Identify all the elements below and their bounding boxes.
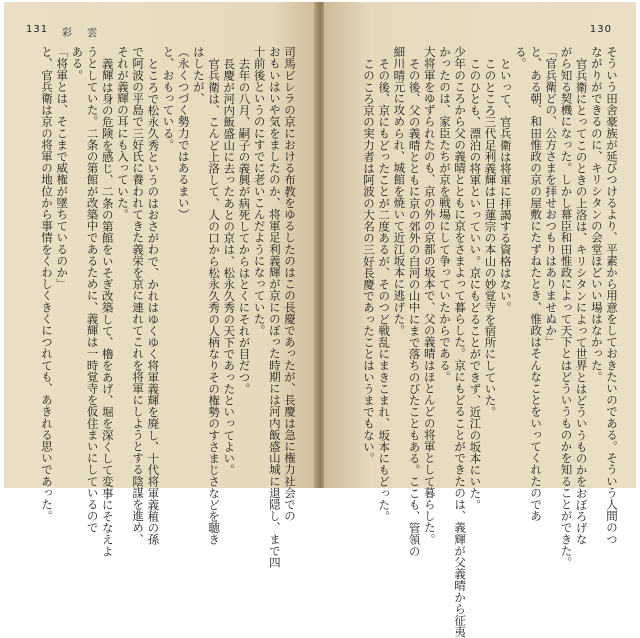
text-column: ながりができるのに、キリシタンの会堂ほどいい場はなかった。 (589, 46, 604, 383)
text-column: る。 (513, 46, 528, 70)
text-column: 細川晴元に攻められ、城館を焼いて近江坂本に逃げた。 (392, 46, 407, 336)
text-column: （永くつづく勢力ではあるまい） (176, 46, 191, 220)
text-column: 「官兵衛どの、公方さまを拝せおつもりはありませぬか」 (544, 46, 559, 348)
text-column: うとしていた。二条の第館が改築中であるために、義輝は一時覚寺を仮住まいにしているので (85, 46, 100, 534)
text-column: 大将軍をゆずられたのも、京の外の京都の坂本で、父の義晴はほとんどの将軍として暮らした。 (422, 46, 437, 545)
text-column: このところ三代足利義輝は日蓮宗の本山の妙覚寺を宿所にしていた。 (483, 58, 498, 418)
text-column: 去年の八月、嗣子の義興が病死してからはとくにそれが目だつ。 (237, 58, 252, 395)
text-column: ところで松永久秀というのはおさがわで、かれはゆくゆく将軍義輝を廃し、十代将軍義稙の孫 (146, 58, 161, 546)
running-title: 彩 雲 (62, 28, 104, 39)
text-column: と、官兵衛は京の将軍の地位から事情をくわしくきくにつれても、あきれる思いであった。 (40, 46, 54, 522)
text-column: と、おもっている。 (161, 46, 176, 151)
text-column: おもいはいや気をましたのか、将軍足利義輝が京にのぼった時期には河内飯盛山城に退隠し、まで四 (267, 46, 282, 568)
text-column: ある。 (70, 46, 85, 81)
text-column: で阿波の平島で三好氏に養われてきた義栄を京に連れてこれを将軍にしようとする陰謀を進め、 (131, 46, 146, 545)
text-body (34, 46, 297, 568)
right-page (324, 2, 636, 638)
text-column: がら知る契機になった。しかし幕臣和田惟政によって天下とはどういうものかを知ることができた。 (559, 46, 574, 568)
text-column: はしたが、 (191, 46, 206, 104)
text-column: 十前後というのにすでに老いこんだようになっていた。 (252, 46, 267, 336)
text-column: 少年のころから父の義晴とともに京をさまよって暮らした。京にもどることができたのは、義輝が父義晴から征夷 (453, 46, 468, 638)
text-column: 官兵衛は、こんど上洛して、人の口から松永久秀の人柄なりその権勢のすさまじさなどを聴き (207, 58, 222, 546)
text-body (342, 46, 619, 638)
text-column: このひとも、漂泊の将軍といっていい。京にもどることができず、近江の坂本にいた。 (468, 58, 483, 511)
text-column: そういう田舎豪族が延びつけるより、平素から用意をしておきたいのである。そういう人間のつ (605, 46, 619, 545)
text-column: といって、官兵衛は将軍に拝謁する資格はない。 (498, 58, 513, 314)
text-column: その後、京にもどったことが二度あるが、そのつど戦乱にまきこまれ、坂本にもどった。 (377, 58, 392, 522)
page-number: 130 (589, 24, 612, 35)
book-spread (4, 2, 636, 638)
text-column: 長慶が河内飯盛山に去ったあとの京は、松永久秀の天下であったといってよい。 (222, 58, 237, 476)
text-column: 義輝は身の危険を感じ、二条の第館をいそぎ改築して、櫓をあげ、堀を深くして変事にそなえよ (100, 58, 115, 557)
text-column: このころ京の実力者は阿波の大名の三好長慶であったことはいうまでもない。 (362, 58, 376, 464)
text-column: それが義輝の耳にも入っていた。 (115, 46, 130, 220)
text-column: その後、父の義晴とともに京の郊外の白河の山中にまで落ちのびたこともある。ここも、管領の (407, 58, 422, 557)
page-number: 131 (26, 24, 49, 35)
text-column: 「将軍とは、そこまで威権が墜ちているのか」 (55, 46, 70, 290)
text-column: 官兵衛にとってこのときの上洛は、キリシタンによって世界とはどういうものかをおぼろげな (574, 58, 589, 546)
text-column: かったのは、家臣たちが京を戦場にして争っていたからである。 (437, 46, 452, 383)
text-column: と、ある朝、和田惟政の京の屋敷にたずねたとき、惟政はそんなことをいってくれたのであ (529, 46, 544, 522)
text-column: 司馬ビレラの京における布教をゆるしたのはこの長慶であったが、長慶は急に権力社会での (283, 46, 297, 522)
left-page (4, 2, 316, 568)
